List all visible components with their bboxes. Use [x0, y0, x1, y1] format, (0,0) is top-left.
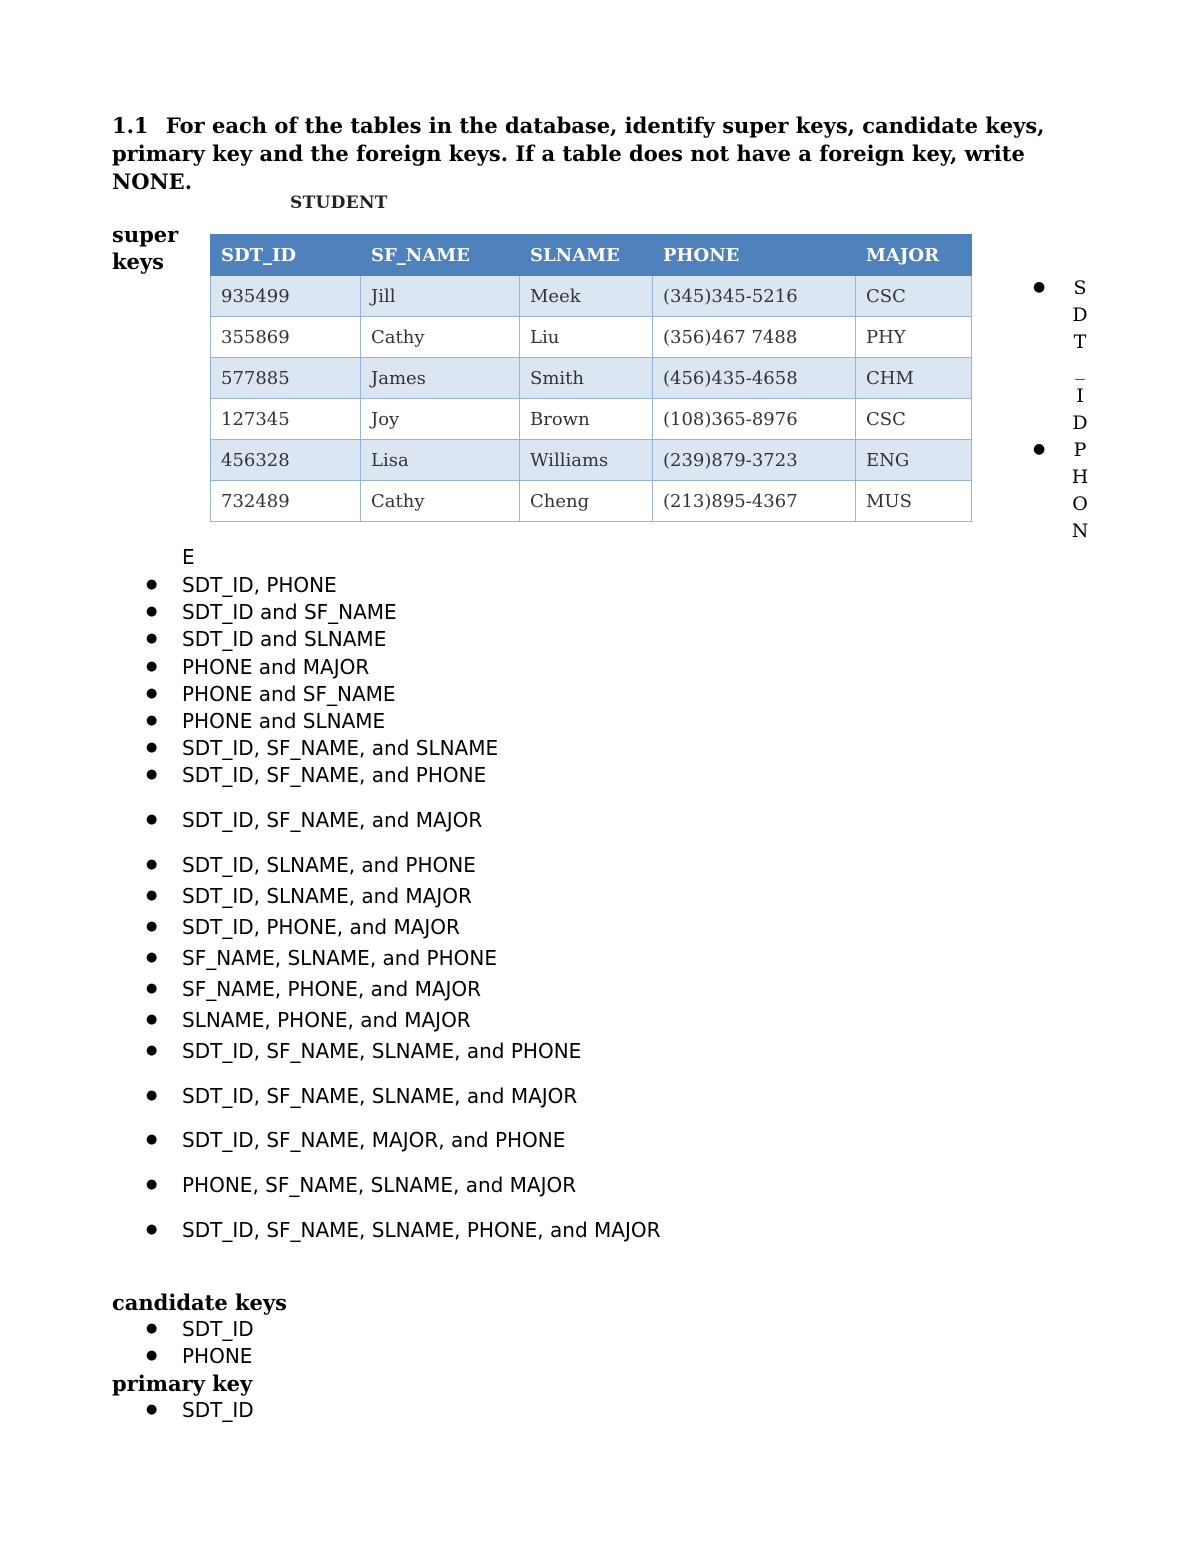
list-item-text: SF_NAME, SLNAME, and PHONE [182, 946, 497, 970]
list-item [146, 626, 386, 654]
vertical-char: H [1071, 466, 1089, 488]
list-item [146, 599, 397, 627]
table-cell: Joy [361, 399, 520, 440]
table-cell: (456)435-4658 [653, 358, 856, 399]
bullet-icon: ● [146, 1222, 158, 1237]
bullet-icon: ● [146, 1348, 158, 1363]
list-item-text: SDT_ID, SLNAME, and MAJOR [182, 884, 472, 908]
bullet-icon: ● [1033, 441, 1046, 457]
table-row [211, 317, 972, 358]
vertical-char: D [1072, 412, 1088, 434]
header-cell: SDT_ID [211, 235, 361, 276]
list-item-text: SDT_ID [182, 1317, 254, 1341]
bullet-icon: ● [146, 981, 158, 996]
list-item [146, 1172, 576, 1200]
bullet-icon: ● [146, 1132, 158, 1147]
table-cell: CHM [856, 358, 972, 399]
vertical-char: D [1072, 304, 1088, 326]
list-item-text: SF_NAME, PHONE, and MAJOR [182, 977, 482, 1001]
table-row [211, 358, 972, 399]
list-item-text: SDT_ID, PHONE, and MAJOR [182, 915, 460, 939]
bullet-icon: ● [146, 767, 158, 782]
table-cell: Liu [520, 317, 653, 358]
candidate-keys-label: candidate keys [112, 1290, 287, 1315]
vertical-char: O [1072, 493, 1088, 515]
list-item [146, 883, 472, 911]
list-item [146, 1397, 254, 1425]
list-item-text: PHONE and SLNAME [182, 709, 386, 733]
table-cell: 732489 [211, 481, 361, 522]
primary-key-label: primary key [112, 1371, 253, 1396]
table-cell: MUS [856, 481, 972, 522]
question-text [112, 112, 1102, 196]
list-item-text: SDT_ID, SF_NAME, SLNAME, and MAJOR [182, 1084, 578, 1108]
table-cell: Cathy [361, 481, 520, 522]
bullet-icon: ● [146, 740, 158, 755]
stray-character: E [182, 545, 195, 569]
list-item-text: SLNAME, PHONE, and MAJOR [182, 1008, 471, 1032]
list-item [146, 914, 460, 942]
table-cell: Meek [520, 276, 653, 317]
question-number: 1.1 [112, 113, 149, 138]
table-caption: STUDENT [290, 193, 388, 213]
bullet-icon: ● [146, 857, 158, 872]
list-item [146, 1038, 581, 1066]
list-item-text: PHONE and MAJOR [182, 655, 370, 679]
table-cell: 355869 [211, 317, 361, 358]
list-item [146, 1217, 660, 1245]
bullet-icon: ● [146, 686, 158, 701]
list-item [146, 654, 369, 682]
table-cell: Lisa [361, 440, 520, 481]
table-cell: Cathy [361, 317, 520, 358]
bullet-icon: ● [146, 1177, 158, 1192]
list-item [146, 852, 476, 880]
bullet-icon: ● [146, 950, 158, 965]
table-cell: CSC [856, 399, 972, 440]
vertical-char: I [1076, 385, 1084, 407]
bullet-icon: ● [146, 1321, 158, 1336]
list-item [146, 976, 481, 1004]
list-item-text: SDT_ID and SLNAME [182, 627, 387, 651]
table-cell: (108)365-8976 [653, 399, 856, 440]
vertical-char: T [1073, 331, 1087, 353]
table-row [211, 440, 972, 481]
table-cell: CSC [856, 276, 972, 317]
list-item [146, 681, 396, 709]
list-item-text: PHONE [182, 1344, 253, 1368]
super-keys-label: super keys [112, 222, 179, 274]
list-item-text: SDT_ID, SLNAME, and PHONE [182, 853, 476, 877]
bullet-icon: ● [146, 812, 158, 827]
table-row [211, 481, 972, 522]
student-table [210, 234, 972, 522]
list-item [146, 807, 482, 835]
list-item [146, 708, 385, 736]
table-cell: (213)895-4367 [653, 481, 856, 522]
vertical-char: N [1071, 520, 1089, 542]
list-item-text: SDT_ID, SF_NAME, and SLNAME [182, 736, 499, 760]
list-item [146, 945, 497, 973]
bullet-icon: ● [146, 919, 158, 934]
list-item [146, 762, 486, 790]
list-item-text: PHONE, SF_NAME, SLNAME, and MAJOR [182, 1173, 577, 1197]
list-item-text: SDT_ID, SF_NAME, and PHONE [182, 763, 487, 787]
table-header-row [211, 235, 972, 276]
list-item-text: SDT_ID, SF_NAME, MAJOR, and PHONE [182, 1128, 566, 1152]
vertical-char: S [1073, 277, 1087, 299]
list-item-text: SDT_ID, PHONE [182, 573, 337, 597]
vertical-wrapped-text [1070, 275, 1090, 545]
list-item-text: SDT_ID and SF_NAME [182, 600, 397, 624]
table-row [211, 276, 972, 317]
vertical-char: P [1073, 439, 1087, 461]
table-cell: Brown [520, 399, 653, 440]
bullet-icon: ● [146, 888, 158, 903]
bullet-icon: ● [1033, 279, 1046, 295]
table-cell: Williams [520, 440, 653, 481]
bullet-icon: ● [146, 577, 158, 592]
bullet-icon: ● [146, 631, 158, 646]
table-cell: ENG [856, 440, 972, 481]
table-cell: 577885 [211, 358, 361, 399]
header-cell: PHONE [653, 235, 856, 276]
table-cell: James [361, 358, 520, 399]
bullet-icon: ● [146, 1088, 158, 1103]
list-item [146, 1007, 471, 1035]
bullet-icon: ● [146, 659, 158, 674]
table-cell: (345)345-5216 [653, 276, 856, 317]
list-item [146, 1083, 577, 1111]
list-item [146, 1316, 254, 1344]
bullet-icon: ● [146, 1012, 158, 1027]
table-row [211, 399, 972, 440]
bullet-icon: ● [146, 1043, 158, 1058]
table-cell: (356)467 7488 [653, 317, 856, 358]
table-cell: Smith [520, 358, 653, 399]
header-cell: SF_NAME [361, 235, 520, 276]
table-cell: PHY [856, 317, 972, 358]
bullet-icon: ● [146, 1402, 158, 1417]
list-item [146, 1343, 252, 1371]
bullet-icon: ● [146, 713, 158, 728]
header-cell: SLNAME [520, 235, 653, 276]
list-item-text: SDT_ID [182, 1398, 254, 1422]
table-cell: 935499 [211, 276, 361, 317]
header-cell: MAJOR [856, 235, 972, 276]
list-item [146, 572, 337, 600]
list-item [146, 1127, 565, 1155]
table-cell: Jill [361, 276, 520, 317]
list-item [146, 735, 498, 763]
table-cell: 127345 [211, 399, 361, 440]
bullet-icon: ● [146, 604, 158, 619]
list-item-text: SDT_ID, SF_NAME, SLNAME, PHONE, and MAJOR [182, 1218, 661, 1242]
table-cell: Cheng [520, 481, 653, 522]
list-item-text: SDT_ID, SF_NAME, and MAJOR [182, 808, 483, 832]
vertical-char: _ [1075, 358, 1085, 380]
list-item-text: PHONE and SF_NAME [182, 682, 396, 706]
question-body: For each of the tables in the database, identify super keys, candidate keys, primary key and the foreign keys. If a table does not have a foreign key, write NONE. [112, 113, 1045, 194]
list-item-text: SDT_ID, SF_NAME, SLNAME, and PHONE [182, 1039, 582, 1063]
table-cell: 456328 [211, 440, 361, 481]
table-cell: (239)879-3723 [653, 440, 856, 481]
